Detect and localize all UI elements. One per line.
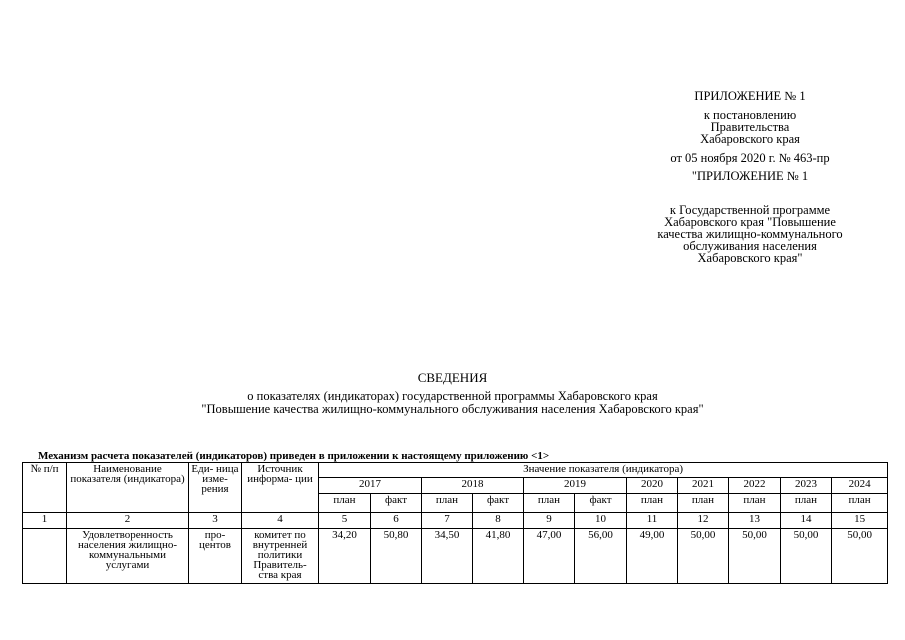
program-reference-line-1: к Государственной программе xyxy=(669,203,831,217)
plan-fact-cell: план xyxy=(781,494,832,513)
year-cell: 2023 xyxy=(781,478,832,494)
plan-fact-cell: план xyxy=(319,494,371,513)
value-cell: 34,20 xyxy=(319,529,371,584)
appendix-title-2: "ПРИЛОЖЕНИЕ № 1 xyxy=(691,169,809,183)
table-row xyxy=(23,529,888,584)
year-cell: 2022 xyxy=(729,478,781,494)
column-number: 10 xyxy=(575,513,627,529)
subtitle-line-2: "Повышение качества жилищно-коммунального обслуживания населения Хабаровского края" xyxy=(201,402,704,416)
column-number: 8 xyxy=(473,513,524,529)
indicators-table xyxy=(22,462,888,584)
header-unit: Еди- ница изме- рения xyxy=(189,463,242,513)
indicator-name: Удовлетворенность населения жилищно-коммунальными услугами xyxy=(67,529,189,584)
indicator-source: комитет по внутренней политики Правитель-ства края xyxy=(242,529,319,584)
column-number: 7 xyxy=(422,513,473,529)
column-number: 3 xyxy=(189,513,242,529)
column-number: 9 xyxy=(524,513,575,529)
program-reference-line-4: обслуживания населения xyxy=(683,239,817,253)
document-title: СВЕДЕНИЯ xyxy=(417,370,488,385)
value-cell: 50,00 xyxy=(729,529,781,584)
plan-fact-cell: план xyxy=(729,494,781,513)
year-cell: 2024 xyxy=(832,478,888,494)
plan-fact-cell: факт xyxy=(371,494,422,513)
value-cell: 50,00 xyxy=(781,529,832,584)
column-number: 11 xyxy=(627,513,678,529)
column-numbers-row xyxy=(23,513,888,529)
column-number: 14 xyxy=(781,513,832,529)
value-cell: 50,00 xyxy=(832,529,888,584)
program-reference-line-5: Хабаровского края" xyxy=(697,251,803,265)
column-number: 6 xyxy=(371,513,422,529)
column-number: 12 xyxy=(678,513,729,529)
column-number: 1 xyxy=(23,513,67,529)
column-number: 15 xyxy=(832,513,888,529)
document-subtitle xyxy=(0,390,905,416)
value-cell: 41,80 xyxy=(473,529,524,584)
plan-fact-cell: план xyxy=(678,494,729,513)
header-num: № п/п xyxy=(23,463,67,513)
plan-fact-cell: план xyxy=(627,494,678,513)
value-cell: 50,80 xyxy=(371,529,422,584)
header-row-top xyxy=(23,463,888,478)
header-name: Наименование показателя (индикатора) xyxy=(67,463,189,513)
value-cell: 49,00 xyxy=(627,529,678,584)
year-cell: 2021 xyxy=(678,478,729,494)
year-cell: 2017 xyxy=(319,478,422,494)
header-source: Источник информа- ции xyxy=(242,463,319,513)
plan-fact-cell: факт xyxy=(473,494,524,513)
decree-date: от 05 ноября 2020 г. № 463-пр xyxy=(670,151,830,165)
header-value: Значение показателя (индикатора) xyxy=(319,463,888,478)
subtitle-line-1: о показателях (индикаторах) государственной программы Хабаровского края xyxy=(247,389,658,403)
approval-block xyxy=(620,90,880,264)
decree-reference-line-2: Правительства xyxy=(710,120,790,134)
plan-fact-cell: план xyxy=(832,494,888,513)
column-number: 13 xyxy=(729,513,781,529)
appendix-title: ПРИЛОЖЕНИЕ № 1 xyxy=(694,89,806,103)
indicator-unit: про-центов xyxy=(189,529,242,584)
value-cell: 50,00 xyxy=(678,529,729,584)
plan-fact-cell: план xyxy=(524,494,575,513)
year-cell: 2020 xyxy=(627,478,678,494)
decree-reference-line-3: Хабаровского края xyxy=(700,132,800,146)
column-number: 5 xyxy=(319,513,371,529)
plan-fact-cell: план xyxy=(422,494,473,513)
year-cell: 2018 xyxy=(422,478,524,494)
calculation-note: Механизм расчета показателей (индикаторов) приведен в приложении к настоящему приложению <1> xyxy=(38,450,550,462)
year-cell: 2019 xyxy=(524,478,627,494)
value-cell: 56,00 xyxy=(575,529,627,584)
plan-fact-cell: факт xyxy=(575,494,627,513)
decree-reference-line-1: к постановлению xyxy=(703,108,797,122)
value-cell: 34,50 xyxy=(422,529,473,584)
column-number: 2 xyxy=(67,513,189,529)
value-cell: 47,00 xyxy=(524,529,575,584)
program-reference-line-2: Хабаровского края "Повышение xyxy=(664,215,836,229)
program-reference-line-3: качества жилищно-коммунального xyxy=(657,227,843,241)
row-num xyxy=(23,529,67,584)
column-number: 4 xyxy=(242,513,319,529)
